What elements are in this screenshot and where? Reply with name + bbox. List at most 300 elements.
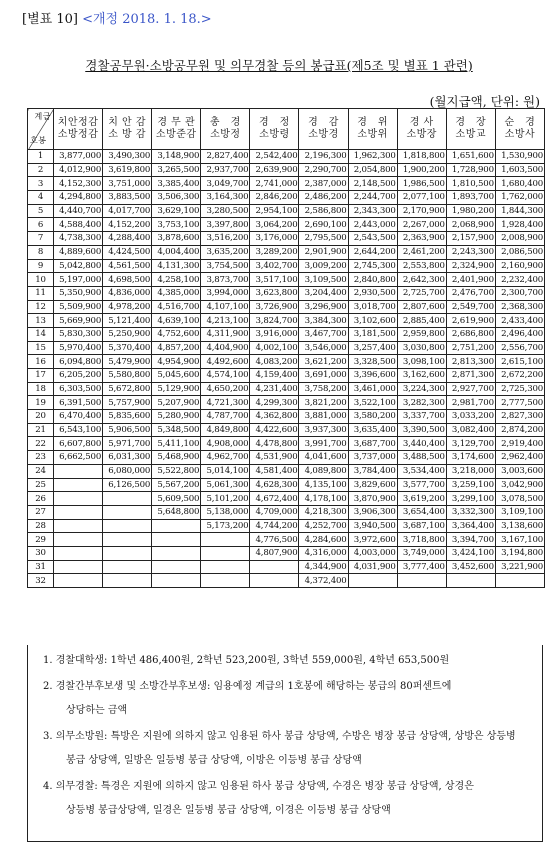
salary-cell: 2,827,300 xyxy=(495,410,544,424)
salary-cell: 3,109,500 xyxy=(299,273,348,287)
step-number-cell: 1 xyxy=(28,150,54,164)
salary-cell: 4,017,700 xyxy=(103,204,152,218)
salary-cell: 2,745,300 xyxy=(348,259,397,273)
salary-cell: 3,870,900 xyxy=(348,492,397,506)
salary-cell: 2,827,400 xyxy=(201,150,250,164)
salary-cell: 4,581,400 xyxy=(250,464,299,478)
salary-cell: 3,328,500 xyxy=(348,355,397,369)
salary-cell: 3,490,300 xyxy=(103,150,152,164)
salary-cell: 2,840,800 xyxy=(348,273,397,287)
column-header-fire-rank: 소방령 xyxy=(259,129,290,140)
salary-cell: 6,031,300 xyxy=(103,451,152,465)
table-row xyxy=(28,505,545,519)
column-header xyxy=(299,109,348,150)
table-row xyxy=(28,410,545,424)
salary-cell: 4,258,100 xyxy=(152,273,201,287)
salary-cell xyxy=(54,478,103,492)
salary-cell: 4,089,800 xyxy=(299,464,348,478)
salary-cell: 3,467,700 xyxy=(299,327,348,341)
salary-cell xyxy=(54,464,103,478)
salary-cell: 3,635,400 xyxy=(348,423,397,437)
salary-cell: 3,102,600 xyxy=(348,314,397,328)
salary-cell: 5,197,000 xyxy=(54,273,103,287)
unit-note: (월지급액, 단위: 원) xyxy=(429,94,540,109)
table-row xyxy=(28,300,545,314)
step-number-cell: 11 xyxy=(28,286,54,300)
step-number-cell: 5 xyxy=(28,204,54,218)
salary-cell: 3,577,700 xyxy=(397,478,446,492)
step-number-cell: 29 xyxy=(28,533,54,547)
table-row xyxy=(28,396,545,410)
table-row xyxy=(28,177,545,191)
salary-cell: 3,098,100 xyxy=(397,355,446,369)
salary-cell xyxy=(201,533,250,547)
salary-cell: 4,372,400 xyxy=(299,574,348,588)
salary-cell: 5,479,900 xyxy=(103,355,152,369)
column-header-police-rank: 순 경 xyxy=(504,117,536,128)
salary-cell: 3,364,400 xyxy=(446,519,495,533)
salary-cell xyxy=(103,560,152,574)
salary-cell: 2,615,100 xyxy=(495,355,544,369)
salary-cell: 2,690,100 xyxy=(299,218,348,232)
salary-cell: 4,857,200 xyxy=(152,341,201,355)
salary-cell: 3,749,000 xyxy=(397,546,446,560)
step-number-cell: 19 xyxy=(28,396,54,410)
salary-cell: 3,937,300 xyxy=(299,423,348,437)
salary-cell: 5,609,500 xyxy=(152,492,201,506)
salary-cell: 1,603,500 xyxy=(495,163,544,177)
column-header xyxy=(495,109,544,150)
salary-cell: 4,889,600 xyxy=(54,245,103,259)
salary-cell: 3,265,500 xyxy=(152,163,201,177)
salary-cell: 3,299,100 xyxy=(446,492,495,506)
salary-cell: 1,530,900 xyxy=(495,150,544,164)
salary-cell: 5,970,400 xyxy=(54,341,103,355)
salary-cell xyxy=(103,574,152,588)
salary-cell: 4,787,700 xyxy=(201,410,250,424)
rank-step-corner xyxy=(28,109,54,150)
salary-cell: 4,908,000 xyxy=(201,437,250,451)
table-row xyxy=(28,327,545,341)
salary-cell: 3,174,600 xyxy=(446,451,495,465)
salary-cell: 3,546,000 xyxy=(299,341,348,355)
salary-cell: 3,726,900 xyxy=(250,300,299,314)
salary-cell: 2,751,200 xyxy=(446,341,495,355)
salary-cell: 2,813,300 xyxy=(446,355,495,369)
salary-cell: 2,885,400 xyxy=(397,314,446,328)
salary-cell: 3,402,700 xyxy=(250,259,299,273)
note-line: 4. 의무경찰: 특경은 지원에 의하지 않고 임용된 하사 봉급 상당액, 수경은 병장 봉급 상당액, 상경은 xyxy=(43,781,474,792)
table-row xyxy=(28,492,545,506)
table-row xyxy=(28,341,545,355)
salary-cell: 1,893,700 xyxy=(446,191,495,205)
salary-cell: 4,561,500 xyxy=(103,259,152,273)
salary-cell: 2,725,300 xyxy=(495,382,544,396)
salary-cell: 4,107,100 xyxy=(201,300,250,314)
table-row xyxy=(28,150,545,164)
salary-cell: 5,835,600 xyxy=(103,410,152,424)
salary-cell: 3,488,500 xyxy=(397,451,446,465)
salary-cell: 2,196,300 xyxy=(299,150,348,164)
salary-cell: 2,243,300 xyxy=(446,245,495,259)
salary-cell: 3,042,900 xyxy=(495,478,544,492)
salary-cell: 3,129,700 xyxy=(446,437,495,451)
corner-step-label: 호봉 xyxy=(30,136,47,145)
step-number-cell: 18 xyxy=(28,382,54,396)
salary-cell: 4,709,000 xyxy=(250,505,299,519)
salary-cell xyxy=(201,560,250,574)
salary-cell: 4,516,700 xyxy=(152,300,201,314)
salary-cell: 2,901,900 xyxy=(299,245,348,259)
table-row xyxy=(28,437,545,451)
salary-cell: 5,468,900 xyxy=(152,451,201,465)
salary-cell: 4,752,600 xyxy=(152,327,201,341)
table-row xyxy=(28,382,545,396)
salary-cell: 5,672,800 xyxy=(103,382,152,396)
table-row xyxy=(28,259,545,273)
step-number-cell: 17 xyxy=(28,369,54,383)
salary-cell: 2,461,200 xyxy=(397,245,446,259)
salary-cell: 3,753,100 xyxy=(152,218,201,232)
salary-cell: 3,737,000 xyxy=(348,451,397,465)
salary-cell: 3,138,600 xyxy=(495,519,544,533)
salary-cell: 2,981,700 xyxy=(446,396,495,410)
salary-cell: 2,642,300 xyxy=(397,273,446,287)
table-row xyxy=(28,245,545,259)
step-number-cell: 9 xyxy=(28,259,54,273)
salary-cell xyxy=(54,492,103,506)
salary-cell: 4,003,000 xyxy=(348,546,397,560)
table-row xyxy=(28,478,545,492)
step-number-cell: 20 xyxy=(28,410,54,424)
salary-cell: 5,014,100 xyxy=(201,464,250,478)
salary-cell: 3,994,000 xyxy=(201,286,250,300)
salary-cell: 4,385,000 xyxy=(152,286,201,300)
salary-cell: 4,978,200 xyxy=(103,300,152,314)
salary-cell: 3,517,100 xyxy=(250,273,299,287)
salary-cell: 3,654,400 xyxy=(397,505,446,519)
salary-cell xyxy=(446,574,495,588)
salary-cell: 4,178,100 xyxy=(299,492,348,506)
salary-cell: 3,396,600 xyxy=(348,369,397,383)
table-row xyxy=(28,314,545,328)
salary-cell: 3,877,000 xyxy=(54,150,103,164)
salary-cell: 4,440,700 xyxy=(54,204,103,218)
salary-cell: 4,962,700 xyxy=(201,451,250,465)
salary-cell: 2,556,700 xyxy=(495,341,544,355)
salary-cell: 4,012,900 xyxy=(54,163,103,177)
step-number-cell: 3 xyxy=(28,177,54,191)
column-header-fire-rank: 소방위 xyxy=(357,129,388,140)
salary-cell: 2,267,000 xyxy=(397,218,446,232)
salary-cell: 3,194,800 xyxy=(495,546,544,560)
salary-cell: 5,580,800 xyxy=(103,369,152,383)
salary-cell: 5,280,900 xyxy=(152,410,201,424)
salary-cell xyxy=(201,574,250,588)
salary-cell: 3,873,700 xyxy=(201,273,250,287)
salary-cell: 3,394,700 xyxy=(446,533,495,547)
table-row xyxy=(28,423,545,437)
salary-cell: 3,687,700 xyxy=(348,437,397,451)
salary-cell: 2,937,700 xyxy=(201,163,250,177)
salary-cell: 4,316,000 xyxy=(299,546,348,560)
table-header-row xyxy=(28,109,545,150)
salary-cell: 4,131,300 xyxy=(152,259,201,273)
column-header-fire-rank: 소 방 감 xyxy=(108,129,147,140)
salary-cell xyxy=(54,533,103,547)
salary-cell xyxy=(103,519,152,533)
salary-cell: 6,470,400 xyxy=(54,410,103,424)
salary-cell: 5,121,400 xyxy=(103,314,152,328)
salary-cell xyxy=(201,546,250,560)
salary-cell: 1,844,300 xyxy=(495,204,544,218)
table-row xyxy=(28,533,545,547)
salary-cell: 4,031,900 xyxy=(348,560,397,574)
salary-cell: 3,082,400 xyxy=(446,423,495,437)
salary-cell: 3,881,000 xyxy=(299,410,348,424)
salary-cell: 3,164,300 xyxy=(201,191,250,205)
salary-cell: 2,725,700 xyxy=(397,286,446,300)
salary-cell: 6,205,200 xyxy=(54,369,103,383)
salary-cell: 4,004,400 xyxy=(152,245,201,259)
salary-cell: 4,836,000 xyxy=(103,286,152,300)
salary-cell: 3,940,500 xyxy=(348,519,397,533)
column-header-police-rank: 경 사 xyxy=(409,117,434,128)
salary-cell: 2,639,900 xyxy=(250,163,299,177)
salary-table xyxy=(27,108,545,588)
salary-cell: 3,629,100 xyxy=(152,204,201,218)
salary-cell: 4,288,400 xyxy=(103,232,152,246)
table-row xyxy=(28,204,545,218)
column-header-police-rank: 경 무 관 xyxy=(157,117,196,128)
step-number-cell: 25 xyxy=(28,478,54,492)
salary-cell: 3,296,900 xyxy=(299,300,348,314)
note-line: 상등병 봉급상당액, 일경은 일등병 봉급 상당액, 이경은 이등병 봉급 상당액 xyxy=(66,805,391,816)
salary-cell: 2,959,800 xyxy=(397,327,446,341)
salary-cell: 3,754,500 xyxy=(201,259,250,273)
step-number-cell: 30 xyxy=(28,546,54,560)
salary-cell xyxy=(397,574,446,588)
salary-cell: 4,252,700 xyxy=(299,519,348,533)
salary-cell: 5,669,900 xyxy=(54,314,103,328)
salary-cell: 3,224,300 xyxy=(397,382,446,396)
salary-cell: 1,980,200 xyxy=(446,204,495,218)
salary-cell: 3,018,700 xyxy=(348,300,397,314)
salary-cell: 3,109,100 xyxy=(495,505,544,519)
table-body xyxy=(28,150,545,588)
salary-cell: 3,580,200 xyxy=(348,410,397,424)
salary-cell: 2,543,500 xyxy=(348,232,397,246)
salary-cell: 5,045,600 xyxy=(152,369,201,383)
salary-cell xyxy=(54,519,103,533)
salary-cell xyxy=(103,492,152,506)
salary-cell: 4,672,400 xyxy=(250,492,299,506)
salary-cell: 3,167,100 xyxy=(495,533,544,547)
salary-cell: 3,534,400 xyxy=(397,464,446,478)
salary-cell xyxy=(54,546,103,560)
step-number-cell: 24 xyxy=(28,464,54,478)
column-header-police-rank: 경 감 xyxy=(308,117,339,128)
salary-cell xyxy=(152,560,201,574)
salary-cell: 3,337,700 xyxy=(397,410,446,424)
note-line: 3. 의무소방원: 특방은 지원에 의하지 않고 임용된 하사 봉급 상당액, 수방은 병장 봉급 상당액, 상방은 상등병 xyxy=(43,731,516,742)
attachment-label: [별표 10] xyxy=(22,12,78,27)
salary-cell: 3,784,400 xyxy=(348,464,397,478)
salary-cell: 3,452,600 xyxy=(446,560,495,574)
salary-cell: 3,204,400 xyxy=(299,286,348,300)
salary-cell: 4,588,400 xyxy=(54,218,103,232)
salary-cell: 3,218,000 xyxy=(446,464,495,478)
salary-cell: 5,348,500 xyxy=(152,423,201,437)
salary-cell: 3,751,000 xyxy=(103,177,152,191)
salary-cell xyxy=(103,505,152,519)
salary-cell: 2,054,800 xyxy=(348,163,397,177)
corner-rank-label: 계급 xyxy=(34,112,51,121)
salary-cell: 1,818,800 xyxy=(397,150,446,164)
salary-cell: 1,900,200 xyxy=(397,163,446,177)
table-row xyxy=(28,163,545,177)
salary-cell: 5,061,300 xyxy=(201,478,250,492)
salary-cell: 4,849,800 xyxy=(201,423,250,437)
table-row xyxy=(28,286,545,300)
salary-cell: 3,003,600 xyxy=(495,464,544,478)
salary-cell: 5,757,900 xyxy=(103,396,152,410)
salary-cell: 3,824,700 xyxy=(250,314,299,328)
column-header-fire-rank: 소방사 xyxy=(504,129,536,140)
salary-cell: 2,232,400 xyxy=(495,273,544,287)
salary-cell: 3,883,500 xyxy=(103,191,152,205)
salary-cell: 4,721,300 xyxy=(201,396,250,410)
salary-cell: 2,486,200 xyxy=(299,191,348,205)
salary-cell: 4,492,600 xyxy=(201,355,250,369)
table-row xyxy=(28,451,545,465)
salary-cell: 4,404,900 xyxy=(201,341,250,355)
salary-cell: 3,390,500 xyxy=(397,423,446,437)
salary-cell: 4,041,600 xyxy=(299,451,348,465)
salary-cell: 3,424,100 xyxy=(446,546,495,560)
salary-cell: 2,927,700 xyxy=(446,382,495,396)
salary-cell: 2,874,200 xyxy=(495,423,544,437)
salary-cell: 2,343,300 xyxy=(348,204,397,218)
salary-cell: 3,829,600 xyxy=(348,478,397,492)
salary-cell xyxy=(103,533,152,547)
step-number-cell: 6 xyxy=(28,218,54,232)
salary-cell: 1,651,600 xyxy=(446,150,495,164)
salary-cell xyxy=(54,560,103,574)
salary-cell: 5,567,200 xyxy=(152,478,201,492)
attachment-header xyxy=(22,8,212,27)
note-line: 봉급 상당액, 일방은 일등병 봉급 상당액, 이방은 이등병 봉급 상당액 xyxy=(66,755,362,766)
salary-cell: 4,135,100 xyxy=(299,478,348,492)
column-header-fire-rank: 소방경 xyxy=(308,129,339,140)
step-number-cell: 7 xyxy=(28,232,54,246)
step-number-cell: 12 xyxy=(28,300,54,314)
column-header xyxy=(103,109,152,150)
step-number-cell: 27 xyxy=(28,505,54,519)
salary-cell: 5,207,900 xyxy=(152,396,201,410)
note-line: 2. 경찰간부후보생 및 소방간부후보생: 임용예정 계급의 1호봉에 해당하는 봉급의 80퍼센트에 xyxy=(43,681,452,692)
salary-cell: 6,543,100 xyxy=(54,423,103,437)
step-number-cell: 4 xyxy=(28,191,54,205)
table-row xyxy=(28,218,545,232)
step-number-cell: 8 xyxy=(28,245,54,259)
salary-cell: 3,181,500 xyxy=(348,327,397,341)
salary-cell: 2,644,200 xyxy=(348,245,397,259)
salary-cell: 4,083,200 xyxy=(250,355,299,369)
salary-cell: 3,033,200 xyxy=(446,410,495,424)
salary-cell: 5,173,200 xyxy=(201,519,250,533)
salary-cell: 3,289,200 xyxy=(250,245,299,259)
salary-cell: 2,148,500 xyxy=(348,177,397,191)
salary-cell: 4,807,900 xyxy=(250,546,299,560)
salary-cell: 3,440,400 xyxy=(397,437,446,451)
salary-cell: 4,218,300 xyxy=(299,505,348,519)
salary-cell: 2,401,900 xyxy=(446,273,495,287)
column-header xyxy=(152,109,201,150)
column-header-police-rank: 경 정 xyxy=(259,117,290,128)
salary-cell: 2,433,400 xyxy=(495,314,544,328)
salary-cell: 5,830,300 xyxy=(54,327,103,341)
step-number-cell: 16 xyxy=(28,355,54,369)
salary-cell: 2,553,800 xyxy=(397,259,446,273)
salary-cell: 1,728,900 xyxy=(446,163,495,177)
salary-cell: 1,762,000 xyxy=(495,191,544,205)
salary-cell: 5,370,400 xyxy=(103,341,152,355)
salary-cell: 3,506,300 xyxy=(152,191,201,205)
salary-cell: 2,368,300 xyxy=(495,300,544,314)
salary-cell: 4,299,300 xyxy=(250,396,299,410)
column-header xyxy=(201,109,250,150)
column-header xyxy=(446,109,495,150)
salary-cell: 5,250,900 xyxy=(103,327,152,341)
column-header-police-rank: 경 장 xyxy=(455,117,487,128)
salary-cell: 3,221,900 xyxy=(495,560,544,574)
salary-cell: 3,176,000 xyxy=(250,232,299,246)
salary-cell: 6,080,000 xyxy=(103,464,152,478)
step-number-cell: 21 xyxy=(28,423,54,437)
column-header-fire-rank: 소방장 xyxy=(406,129,437,140)
salary-cell: 3,635,200 xyxy=(201,245,250,259)
column-header xyxy=(397,109,446,150)
step-number-cell: 2 xyxy=(28,163,54,177)
salary-cell: 1,962,300 xyxy=(348,150,397,164)
salary-cell: 4,954,900 xyxy=(152,355,201,369)
salary-cell: 4,478,800 xyxy=(250,437,299,451)
step-number-cell: 13 xyxy=(28,314,54,328)
salary-cell: 2,086,500 xyxy=(495,245,544,259)
salary-cell: 4,152,300 xyxy=(54,177,103,191)
salary-cell: 5,129,900 xyxy=(152,382,201,396)
salary-cell: 3,718,800 xyxy=(397,533,446,547)
salary-cell xyxy=(54,574,103,588)
salary-cell: 4,744,200 xyxy=(250,519,299,533)
salary-cell: 3,064,200 xyxy=(250,218,299,232)
salary-cell: 2,672,200 xyxy=(495,369,544,383)
salary-cell: 4,531,900 xyxy=(250,451,299,465)
salary-cell: 3,691,000 xyxy=(299,369,348,383)
salary-cell: 3,777,400 xyxy=(397,560,446,574)
column-header-police-rank: 치안정감 xyxy=(57,117,99,128)
salary-cell: 1,928,400 xyxy=(495,218,544,232)
salary-cell: 2,807,600 xyxy=(397,300,446,314)
salary-cell: 4,639,100 xyxy=(152,314,201,328)
salary-cell: 4,776,500 xyxy=(250,533,299,547)
salary-cell: 3,397,800 xyxy=(201,218,250,232)
salary-cell: 3,522,100 xyxy=(348,396,397,410)
salary-cell: 2,300,700 xyxy=(495,286,544,300)
salary-cell: 3,009,200 xyxy=(299,259,348,273)
salary-cell: 4,344,900 xyxy=(299,560,348,574)
